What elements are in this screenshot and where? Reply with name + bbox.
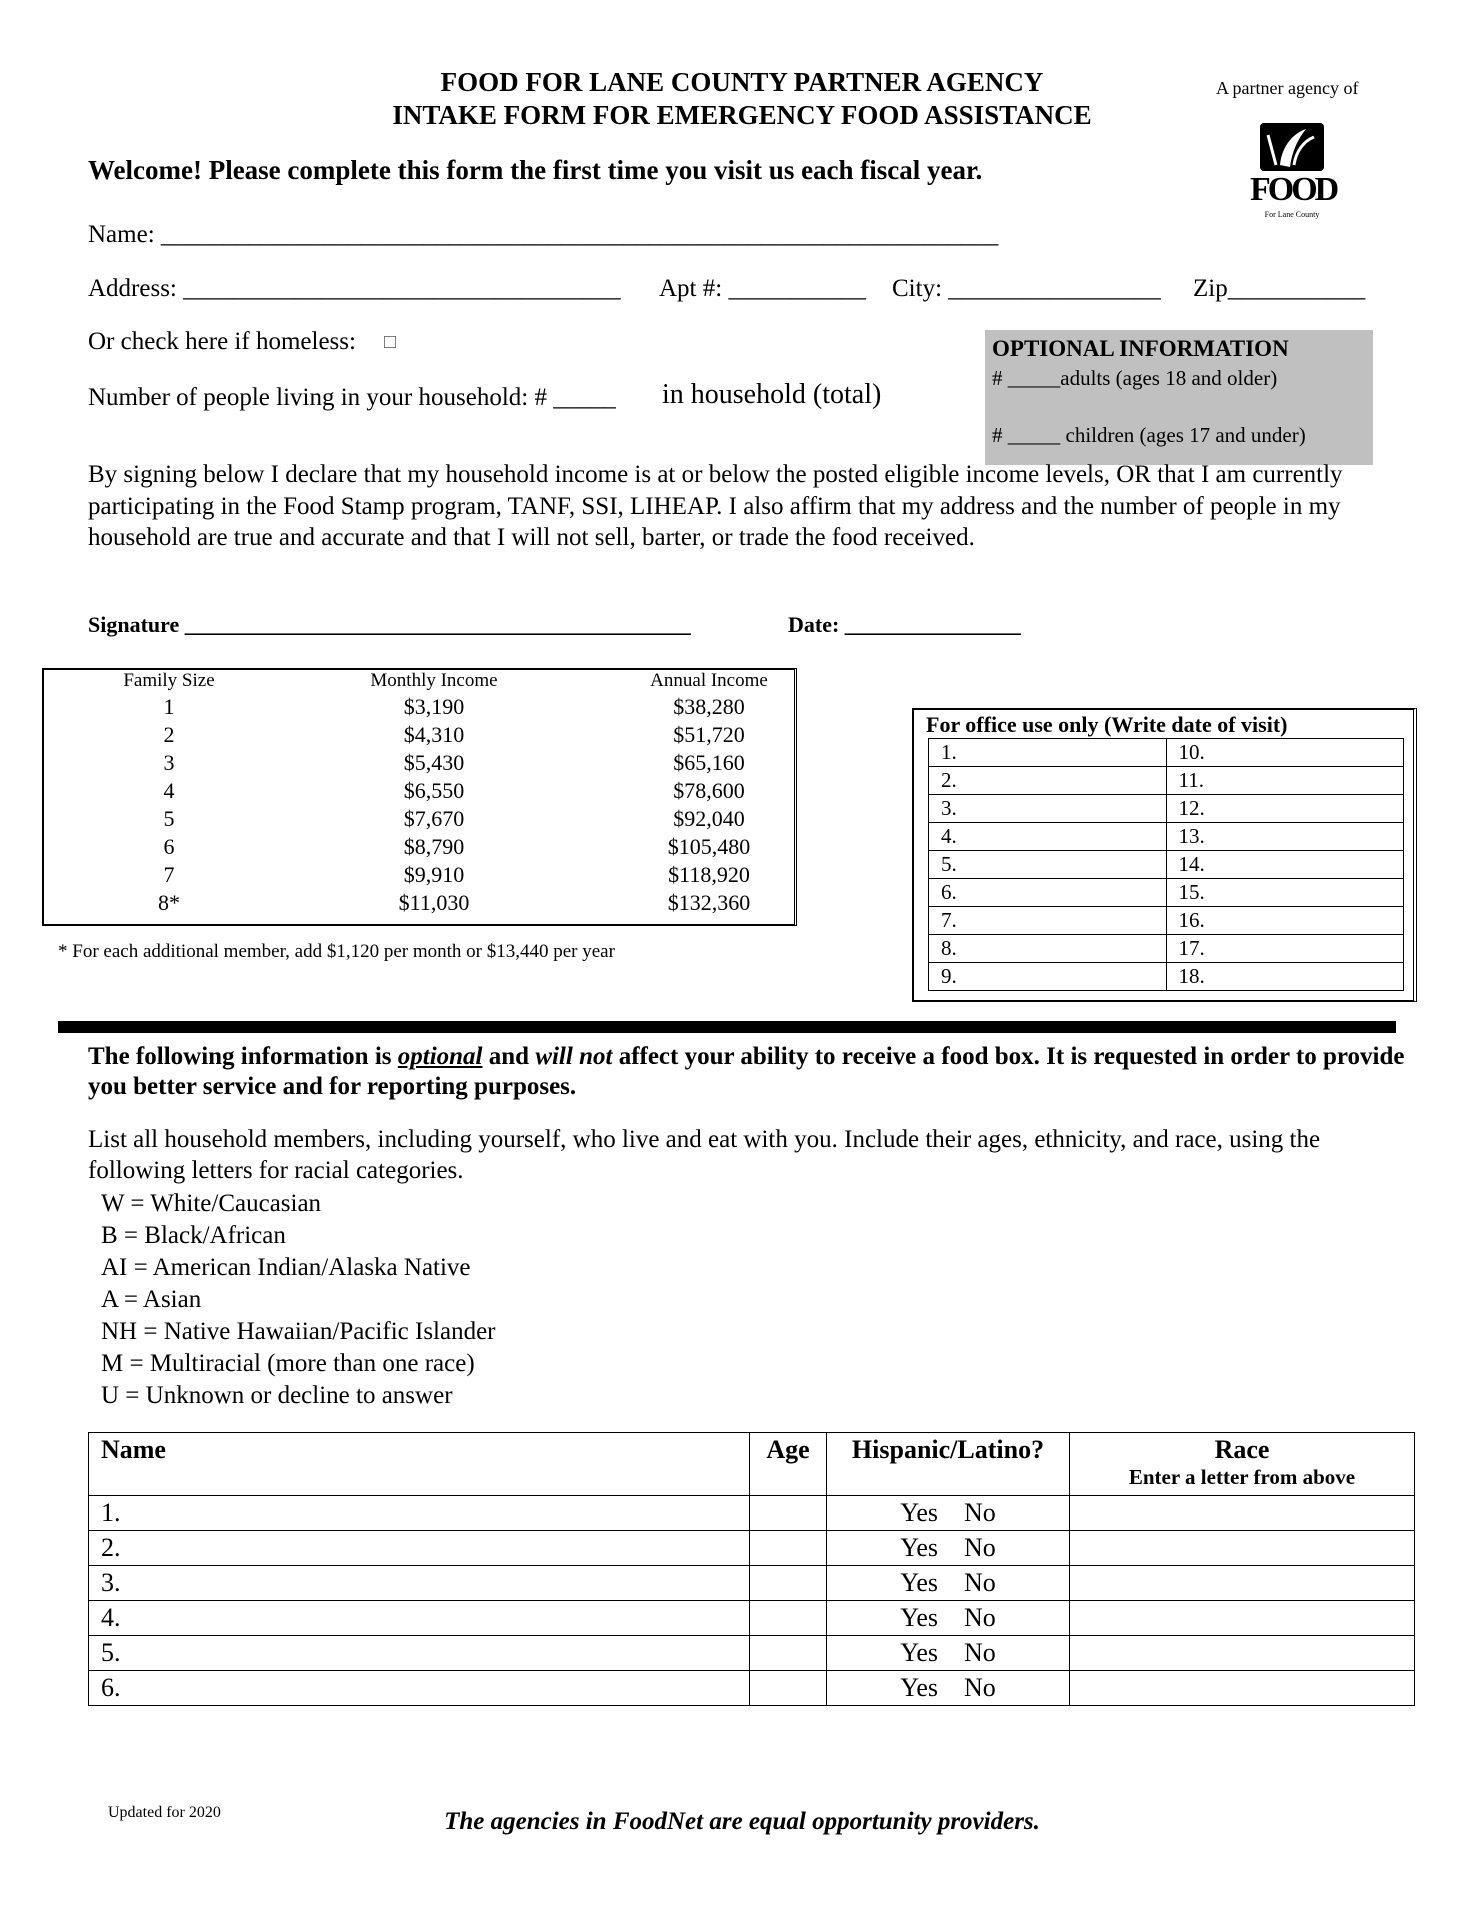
- visit-date-cell[interactable]: 1.: [929, 739, 1167, 767]
- declaration-text: By signing below I declare that my household income is at or below the posted eligible income levels, OR that I am currently participating in the Food Stamp program, TANF, SSI, LIHEAP. I also affirm that my address and the number of people in my household are true and accurate and that I will not sell, barter, or trade the food received.: [88, 461, 1343, 551]
- visit-date-cell[interactable]: 9.: [929, 963, 1167, 991]
- visit-row: [929, 935, 1404, 963]
- equal-opportunity-statement: The agencies in FoodNet are equal opportunity providers.: [444, 1808, 1040, 1835]
- date-field[interactable]: Date: ________________: [788, 612, 1021, 637]
- annual-income: $105,480: [667, 834, 751, 859]
- visit-dates-table: [928, 738, 1404, 991]
- member-age-cell[interactable]: [750, 1566, 827, 1601]
- household-list-instructions: List all household members, including yourself, who live and eat with you. Include their ages, ethnicity, and race, using the following letters for racial categories.: [88, 1126, 1321, 1184]
- monthly-income: $5,430: [403, 750, 465, 775]
- household-count-field[interactable]: Number of people living in your household: # _____: [88, 384, 616, 411]
- form-title-line2: INTAKE FORM FOR EMERGENCY FOOD ASSISTANCE: [392, 100, 1092, 130]
- visit-row: [929, 739, 1404, 767]
- household-members-table: [88, 1432, 1415, 1706]
- no-option[interactable]: No: [964, 1568, 996, 1597]
- family-size: 4: [163, 778, 175, 803]
- member-hispanic-cell: [827, 1496, 1070, 1531]
- visit-row: [929, 795, 1404, 823]
- visit-row: [929, 851, 1404, 879]
- income-row: [44, 694, 794, 722]
- yes-option[interactable]: Yes: [900, 1568, 939, 1597]
- income-row: [44, 778, 794, 806]
- member-name-cell[interactable]: 2.: [89, 1531, 750, 1566]
- household-total-label: in household (total): [662, 379, 882, 410]
- income-row: [44, 890, 794, 918]
- race-code-item: W = White/Caucasian: [101, 1190, 322, 1217]
- monthly-income: $3,190: [403, 694, 465, 719]
- income-header-family-size: Family Size: [123, 670, 215, 691]
- intro-text: The following information is: [88, 1043, 392, 1070]
- header-name: Name: [89, 1433, 750, 1496]
- food-for-lane-county-logo: [1250, 115, 1337, 225]
- member-hispanic-cell: [827, 1531, 1070, 1566]
- intro-text: and: [488, 1043, 530, 1070]
- member-row: [89, 1566, 1415, 1601]
- monthly-income: $7,670: [403, 806, 465, 831]
- signature-field[interactable]: Signature ______________________________________________: [88, 612, 691, 637]
- city-field[interactable]: City: _________________: [892, 275, 1161, 302]
- visit-date-cell[interactable]: 8.: [929, 935, 1167, 963]
- homeless-label: Or check here if homeless:: [88, 328, 356, 355]
- member-age-cell[interactable]: [750, 1531, 827, 1566]
- annual-income: $132,360: [667, 890, 751, 915]
- member-row: [89, 1636, 1415, 1671]
- header-hispanic: Hispanic/Latino?: [827, 1433, 1070, 1496]
- income-row: [44, 722, 794, 750]
- member-name-cell[interactable]: 1.: [89, 1496, 750, 1531]
- will-not-emphasis: will not: [535, 1043, 613, 1070]
- homeless-checkbox[interactable]: □: [384, 331, 397, 353]
- visit-date-cell[interactable]: 4.: [929, 823, 1167, 851]
- family-size: 2: [163, 722, 175, 747]
- optional-emphasis: optional: [397, 1043, 483, 1070]
- yes-option[interactable]: Yes: [900, 1498, 939, 1527]
- income-footnote: * For each additional member, add $1,120 per month or $13,440 per year: [58, 941, 615, 962]
- visit-date-cell[interactable]: 3.: [929, 795, 1167, 823]
- no-option[interactable]: No: [964, 1673, 996, 1702]
- yes-option[interactable]: Yes: [900, 1673, 939, 1702]
- no-option[interactable]: No: [964, 1498, 996, 1527]
- visit-row: [929, 823, 1404, 851]
- welcome-heading: Welcome! Please complete this form the first time you visit us each fiscal year.: [88, 155, 983, 185]
- visit-row: [929, 767, 1404, 795]
- visit-date-cell[interactable]: 10.: [1166, 739, 1404, 767]
- member-race-cell[interactable]: [1070, 1496, 1415, 1531]
- optional-section-intro: [88, 1042, 1418, 1102]
- income-row: [44, 806, 794, 834]
- member-row: [89, 1601, 1415, 1636]
- visit-date-cell[interactable]: 15.: [1166, 879, 1404, 907]
- office-use-heading: For office use only (Write date of visit): [926, 712, 1288, 737]
- race-code-item: B = Black/African: [101, 1222, 286, 1249]
- family-size: 7: [163, 862, 175, 887]
- no-option[interactable]: No: [964, 1638, 996, 1667]
- visit-row: [929, 879, 1404, 907]
- visit-date-cell[interactable]: 14.: [1166, 851, 1404, 879]
- section-divider: [58, 1021, 1396, 1033]
- income-row: [44, 750, 794, 778]
- annual-income: $92,040: [673, 806, 745, 831]
- header-age: Age: [750, 1433, 827, 1496]
- member-name-cell[interactable]: 6.: [89, 1671, 750, 1706]
- visit-date-cell[interactable]: 11.: [1166, 767, 1404, 795]
- optional-information-heading: OPTIONAL INFORMATION: [992, 336, 1289, 361]
- updated-note: Updated for 2020: [108, 1804, 221, 1821]
- family-size: 3: [163, 750, 175, 775]
- member-name-cell[interactable]: 3.: [89, 1566, 750, 1601]
- office-use-box: [912, 708, 1417, 1002]
- annual-income: $118,920: [668, 862, 750, 887]
- visit-date-cell[interactable]: 16.: [1166, 907, 1404, 935]
- partner-text: A partner agency of: [1216, 78, 1359, 98]
- visit-date-cell[interactable]: 7.: [929, 907, 1167, 935]
- race-code-item: M = Multiracial (more than one race): [101, 1350, 475, 1377]
- monthly-income: $11,030: [398, 890, 470, 915]
- annual-income: $78,600: [673, 778, 745, 803]
- yes-option[interactable]: Yes: [900, 1533, 939, 1562]
- member-row: [89, 1531, 1415, 1566]
- member-age-cell[interactable]: [750, 1636, 827, 1671]
- member-age-cell[interactable]: [750, 1671, 827, 1706]
- family-size: 5: [163, 806, 175, 831]
- monthly-income: $8,790: [403, 834, 465, 859]
- income-row: [44, 862, 794, 890]
- visit-date-cell[interactable]: 18.: [1166, 963, 1404, 991]
- member-row: [89, 1496, 1415, 1531]
- member-hispanic-cell: [827, 1636, 1070, 1671]
- monthly-income: $6,550: [403, 778, 465, 803]
- member-hispanic-cell: [827, 1601, 1070, 1636]
- member-age-cell[interactable]: [750, 1601, 827, 1636]
- visit-date-cell[interactable]: 2.: [929, 767, 1167, 795]
- race-code-item: U = Unknown or decline to answer: [101, 1382, 453, 1409]
- children-count-field[interactable]: # _____ children (ages 17 and under): [992, 423, 1306, 447]
- visit-date-cell[interactable]: 17.: [1166, 935, 1404, 963]
- form-title-line1: FOOD FOR LANE COUNTY PARTNER AGENCY: [440, 67, 1044, 97]
- race-code-item: A = Asian: [101, 1286, 202, 1313]
- annual-income: $51,720: [673, 722, 745, 747]
- family-size: 1: [163, 694, 175, 719]
- family-size: 8*: [158, 890, 180, 915]
- income-header-annual: Annual Income: [650, 670, 768, 691]
- member-race-cell[interactable]: [1070, 1636, 1415, 1671]
- yes-option[interactable]: Yes: [900, 1603, 939, 1632]
- income-row: [44, 834, 794, 862]
- member-row: [89, 1671, 1415, 1706]
- family-size: 6: [163, 834, 175, 859]
- adults-count-field[interactable]: # _____adults (ages 18 and older): [992, 366, 1278, 390]
- monthly-income: $9,910: [403, 862, 465, 887]
- yes-option[interactable]: Yes: [900, 1638, 939, 1667]
- address-field[interactable]: Address: ___________________________________: [88, 275, 621, 302]
- visit-row: [929, 963, 1404, 991]
- apt-field[interactable]: Apt #: ___________: [659, 275, 866, 302]
- intro-text: affect your ability to receive a food box. It is requested in order to provide you better service and for reporting purposes.: [88, 1043, 1405, 1100]
- income-guidelines-table: [42, 668, 797, 926]
- member-hispanic-cell: [827, 1566, 1070, 1601]
- visit-date-cell[interactable]: 13.: [1166, 823, 1404, 851]
- member-race-cell[interactable]: [1070, 1531, 1415, 1566]
- members-header-row: [89, 1433, 1415, 1496]
- optional-information-box: [985, 330, 1373, 465]
- member-race-cell[interactable]: [1070, 1601, 1415, 1636]
- header-race-sub: Enter a letter from above: [1128, 1465, 1356, 1489]
- monthly-income: $4,310: [403, 722, 465, 747]
- member-age-cell[interactable]: [750, 1496, 827, 1531]
- logo-subtext: For Lane County: [1264, 210, 1320, 219]
- name-field[interactable]: Name: ___________________________________________________________________: [88, 221, 999, 248]
- member-hispanic-cell: [827, 1671, 1070, 1706]
- income-header-monthly: Monthly Income: [370, 670, 498, 691]
- visit-row: [929, 907, 1404, 935]
- visit-date-cell[interactable]: 12.: [1166, 795, 1404, 823]
- no-option[interactable]: No: [964, 1603, 996, 1632]
- zip-field[interactable]: Zip___________: [1193, 275, 1366, 302]
- race-code-item: NH = Native Hawaiian/Pacific Islander: [101, 1318, 496, 1345]
- member-name-cell[interactable]: 5.: [89, 1636, 750, 1671]
- no-option[interactable]: No: [964, 1533, 996, 1562]
- visit-date-cell[interactable]: 5.: [929, 851, 1167, 879]
- member-race-cell[interactable]: [1070, 1671, 1415, 1706]
- member-race-cell[interactable]: [1070, 1566, 1415, 1601]
- race-code-item: AI = American Indian/Alaska Native: [101, 1254, 471, 1281]
- annual-income: $65,160: [673, 750, 745, 775]
- visit-date-cell[interactable]: 6.: [929, 879, 1167, 907]
- member-name-cell[interactable]: 4.: [89, 1601, 750, 1636]
- logo-word: FOOD: [1250, 171, 1337, 208]
- header-race: Race Enter a letter from above: [1070, 1433, 1415, 1496]
- annual-income: $38,280: [673, 694, 745, 719]
